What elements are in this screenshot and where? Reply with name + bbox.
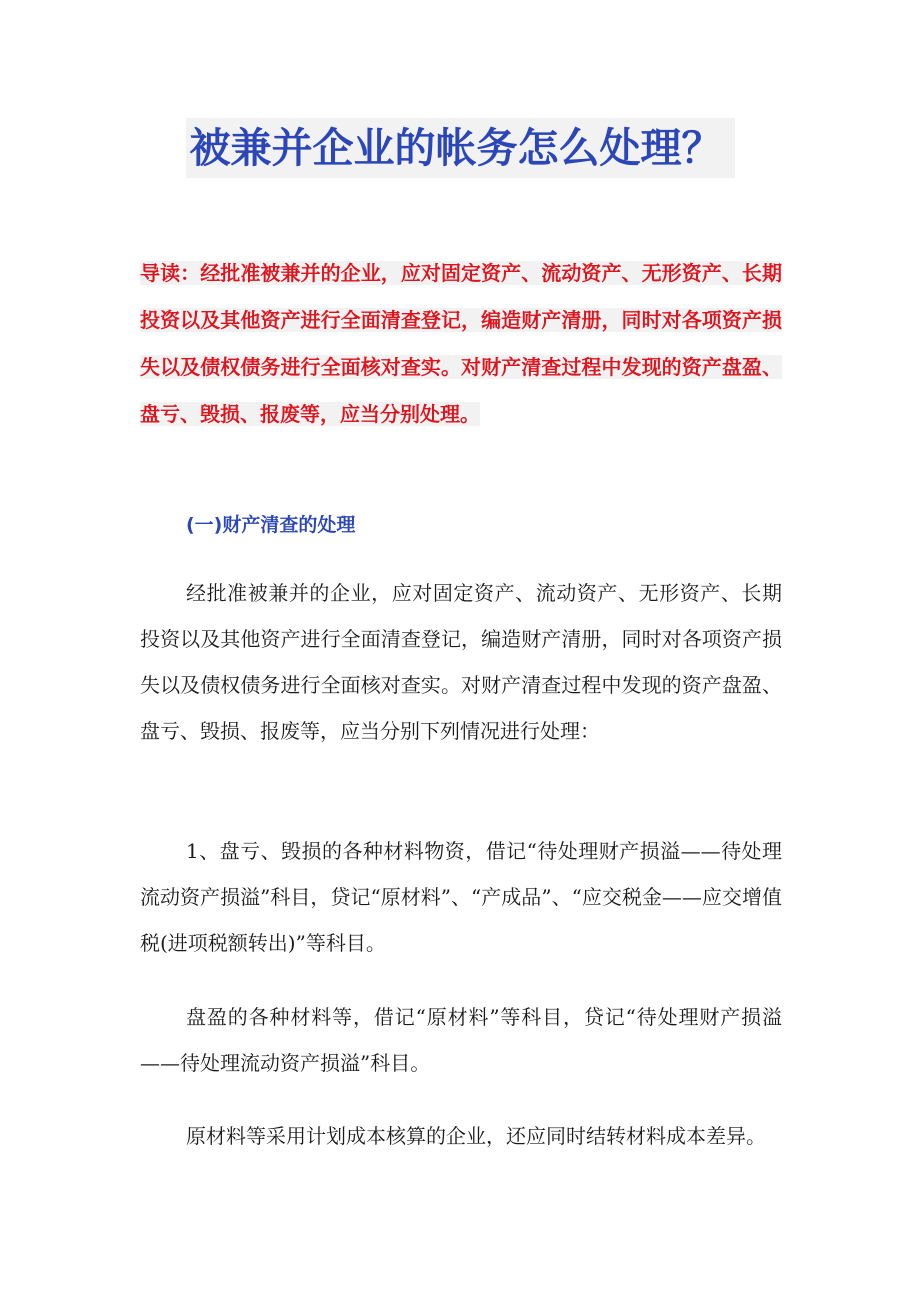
body-paragraph-4: 原材料等采用计划成本核算的企业，还应同时结转材料成本差异。 [186,1124,766,1148]
body-paragraph-1: 经批准被兼并的企业，应对固定资产、流动资产、无形资产、长期投资以及其他资产进行全面清查登记，编造财产清册，同时对各项资产损失以及债权债务进行全面核对查实。对财产清查过程中发现的资产盘盈、盘亏、毁损、报废等，应当分别下列情况进行处理： [140,581,782,743]
body-paragraph-3: 盘盈的各种材料等，借记“原材料”等科目，贷记“待处理财产损溢——待处理流动资产损溢”科目。 [140,1005,782,1075]
lead-text: 导读：经批准被兼并的企业，应对固定资产、流动资产、无形资产、长期投资以及其他资产进行全面清查登记，编造财产清册，同时对各项资产损失以及债权债务进行全面核对查实。对财产清查过程中发现的资产盘盈、盘亏、毁损、报废等，应当分别处理。 [140,261,782,426]
page-title: 被兼并企业的帐务怎么处理？ [186,118,735,178]
title-container [0,118,920,178]
body-paragraph-2: 1、盘亏、毁损的各种材料物资，借记“待处理财产损溢——待处理流动资产损溢”科目，贷记“原材料”、“产成品”、“应交税金——应交增值税(进项税额转出)”等科目。 [140,839,782,955]
section-heading: (一)财产清查的处理 [186,514,356,536]
lead-paragraph [140,250,782,438]
